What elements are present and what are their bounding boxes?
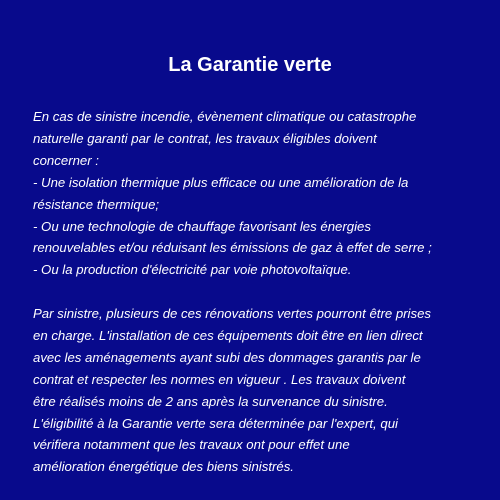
list-item-line: - Une isolation thermique plus efficace ou une amélioration de la <box>33 174 409 190</box>
text-line: En cas de sinistre incendie, évènement climatique ou catastrophe <box>33 109 417 124</box>
text-line: avec les aménagements ayant subi des dommages garantis par le <box>33 349 421 365</box>
text-line: Par sinistre, plusieurs de ces rénovations vertes pourront être prises <box>33 306 432 321</box>
text-line: amélioration énergétique des biens sinistrés. <box>33 459 294 475</box>
text-line: contrat et respecter les normes en vigueur . Les travaux doivent <box>33 371 406 387</box>
card-title: La Garantie verte <box>168 54 332 76</box>
text-line: être réalisés moins de 2 ans après la survenance du sinistre. <box>33 393 388 409</box>
list-item-line: - Ou la production d'électricité par voie photovoltaïque. <box>33 262 352 278</box>
text-line: naturelle garanti par le contrat, les travaux éligibles doivent <box>33 130 377 146</box>
text-line: L'éligibilité à la Garantie verte sera déterminée par l'expert, qui <box>33 415 398 431</box>
list-item-line: - Ou une technologie de chauffage favorisant les énergies <box>33 218 371 234</box>
eligibility-paragraph <box>33 106 473 281</box>
list-item-line: renouvelables et/ou réduisant les émissions de gaz à effet de serre ; <box>33 240 432 256</box>
text-line: en charge. L'installation de ces équipements doit être en lien direct <box>33 327 423 343</box>
text-line: concerner : <box>33 152 99 168</box>
list-item-line: résistance thermique; <box>33 196 160 212</box>
conditions-paragraph <box>33 303 473 478</box>
text-line: vérifiera notamment que les travaux ont pour effet une <box>33 437 350 453</box>
